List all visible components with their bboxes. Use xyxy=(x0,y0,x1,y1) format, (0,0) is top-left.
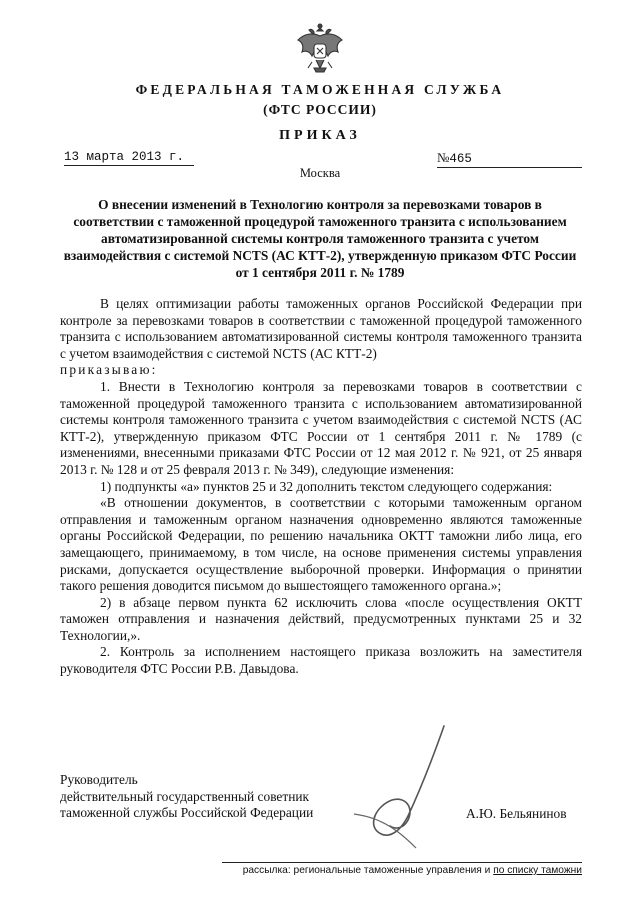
signer-name: А.Ю. Бельянинов xyxy=(466,806,567,821)
preamble-paragraph: В целях оптимизации работы таможенных органов Российской Федерации при контроле за перевозками товаров в соответствии с таможенной процедурой таможенного транзита с использованием автоматизированной системы контроля таможенного транзита с учетом взаимодействия с системой NCTS (АС КТТ-2) xyxy=(60,296,582,361)
signer-title-line: действительный государственный советник xyxy=(60,788,310,804)
order-number-prefix: № xyxy=(437,150,450,165)
signer-title-line: таможенной службы Российской Федерации xyxy=(60,805,314,821)
document-title: О внесении изменений в Технологию контроля за перевозками товаров в соответствии с таможенной процедурой таможенного транзита с использованием автоматизированной системы контроля таможенного транзита с учетом взаимодействия с системой NCTS (АС КТТ-2), утвержденную приказом ФТС России от 1 сентября 2011 г. № 1789 xyxy=(63,197,577,280)
distribution-prefix: рассылка: xyxy=(242,865,291,876)
handwritten-signature xyxy=(348,720,478,850)
document-type: ПРИКАЗ xyxy=(279,128,361,143)
item-1-2-paragraph: 2) в абзаце первом пункта 62 исключить слова «после осуществления ОКТТ таможен отправления и назначения действий, предусмотренных пунктами 25 и 32 Технологии,». xyxy=(60,594,582,643)
quoted-text-paragraph: «В отношении документов, в соответствии с которыми таможенным органом отправления и таможенным органом назначения одновременно являются таможенные органы Российской Федерации, по решению начальника ОКТТ таможни либо лица, его замещающего, принимаемому, в том числе, на основе применения системы управления рисками, допускается осуществление выборочной проверки. Информация о принятии такого решения доводится письмом до вышестоящего таможенного органа.»; xyxy=(60,495,582,594)
distribution-text: региональные таможенные управления и xyxy=(293,865,491,876)
distribution-list xyxy=(222,862,582,876)
order-number-value: 465 xyxy=(449,152,472,166)
signer-title-block xyxy=(60,772,313,822)
distribution-underlined: по списку таможни xyxy=(493,865,582,876)
city: Москва xyxy=(299,166,341,180)
order-date: 13 марта 2013 г. xyxy=(64,150,194,166)
signer-title-line: Руководитель xyxy=(60,772,138,787)
order-word: приказываю: xyxy=(60,362,158,378)
state-emblem-icon xyxy=(296,22,344,76)
item-2-paragraph: 2. Контроль за исполнением настоящего приказа возложить на заместителя руководителя ФТС России Р.В. Давыдова. xyxy=(60,644,582,677)
item-1-1-paragraph: 1) подпункты «а» пунктов 25 и 32 дополнить текстом следующего содержания: xyxy=(100,478,553,494)
agency-name: ФЕДЕРАЛЬНАЯ ТАМОЖЕННАЯ СЛУЖБА xyxy=(135,82,505,97)
document-body xyxy=(60,296,582,678)
item-1-paragraph: 1. Внести в Технологию контроля за перевозками товаров в соответствии с таможенной процедурой таможенного транзита с использованием автоматизированной системы контроля таможенного транзита с учетом взаимодействия с системой NCTS (АС КТТ-2), утвержденную приказом ФТС России от 1 сентября 2011 г. № 1789 (с изменениями, внесенными приказами ФТС России от 12 мая 2012 г. № 921, от 25 января 2013 г. № 128 и от 25 февраля 2013 г. № 349), следующие изменения: xyxy=(60,378,582,477)
agency-abbreviation: (ФТС РОССИИ) xyxy=(263,102,377,117)
